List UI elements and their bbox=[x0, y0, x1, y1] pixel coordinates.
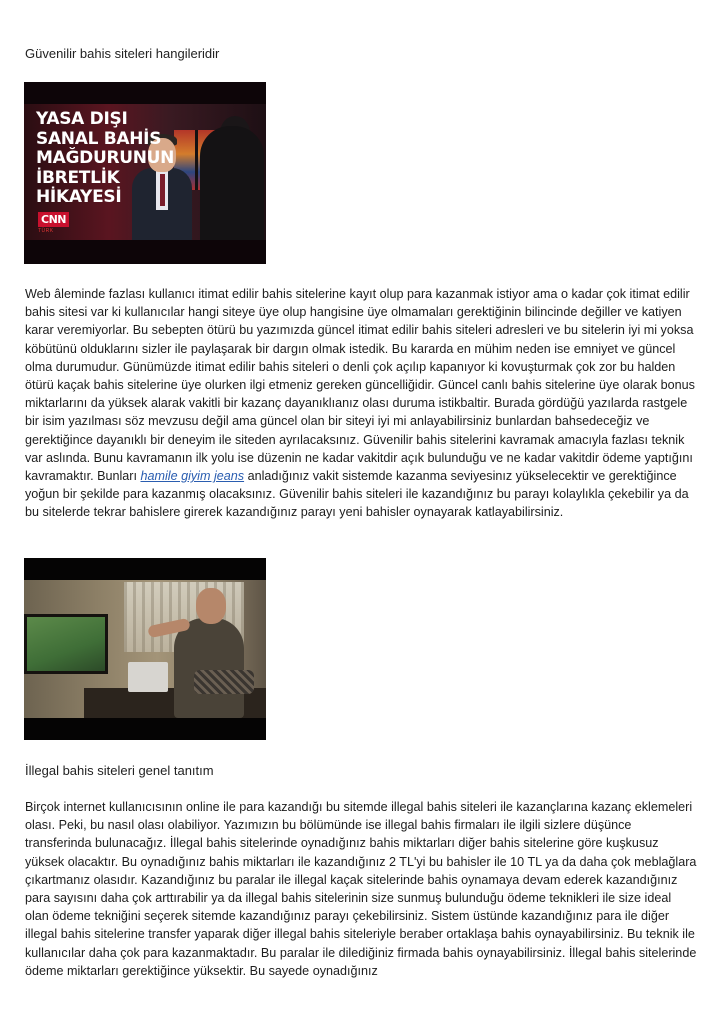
letterbox-top bbox=[24, 82, 266, 104]
section-heading-trusted-betting-sites: Güvenilir bahis siteleri hangileridir bbox=[25, 46, 220, 61]
man-head bbox=[196, 588, 226, 624]
paragraph-illegal-betting: Birçok internet kullanıcısının online ile para kazandığı bu sitemde illegal bahis siteleri ile kazançlarına kazanç eklemeleri olası. Peki, bu nasıl olası olabiliyor. Yazımızın bu bölümünde ise illegal bahis firmaları ile ilgili sizlere düşünce transferinda bulunacağız. İllegal bahis sitelerinde oynadığınız bahis miktarları diğer bahis sitelerine göre kuşkusuz yüksek olacaktır. Bu oynadığınız bahis miktarları ile kazandığınız 2 TL'yi bu bahisler ile 10 TL ya da daha çok meblağlara çıkartmanız olasıdır. Kazandığınız bu paralar ile illegal kaçak sitelerinde bahis oynamaya devam ederek kazandığınız para sayısını daha çok arttırabilir ya da illegal bahis sitelerinin size sunmuş bulunduğu ödeme teknikleri ile size ideal olan ödeme tekniğini seçerek sitemde kazandığınız parayı çekebilirsiniz. Sistem üstünde kazandığınız para ile diğer illegal bahis sitelerine transfer yaparak diğer illegal bahis siteleriyle beraber ortaklaşa bahis oynayabilirsiniz. Bu teknik ile kullanıcılar daha çok para kazanmaktadır. Bu paralar ile dilediğiniz firmada bahis oynayabilirsiniz. İllegal bahis sitelerinde ödeme miktarları gerektiğince yüksektir. Bu sayede oynadığınız bbox=[25, 800, 697, 978]
section-heading-illegal-betting: İllegal bahis siteleri genel tanıtım bbox=[25, 763, 214, 778]
laptop bbox=[128, 662, 168, 692]
paragraph-trusted-betting bbox=[25, 285, 697, 522]
letterbox-bottom bbox=[24, 718, 266, 740]
paragraph1-text-after: anladığınız vakit sistemde kazanma seviyesinız yükselecektir ve gerektiğince yoğun bir şekilde para kazanmış olacaksınız. Güvenilir bahis siteleri ile kazandığınız bu parayı kolaylıkla çekebilir ya da bu sitelerde tekrar bahislere girerek kazandığınız parayı yeni bahisler oynayarak katlayabilirsiniz. bbox=[25, 469, 689, 520]
hamile-giyim-jeans-link[interactable]: hamile giyim jeans bbox=[140, 469, 245, 484]
television-screen bbox=[24, 614, 108, 674]
channel-logo-sub: TÜRK bbox=[38, 228, 54, 234]
patterned-cushion bbox=[194, 670, 254, 694]
news-headline-overlay: YASA DIŞI SANAL BAHİS MAĞDURUNUN İBRETLİK HİKAYESİ bbox=[36, 109, 175, 207]
paragraph1-text-before: Web âleminde fazlası kullanıcı itimat edilir bahis sitelerine kayıt olup para kazanmak istiyor ama o kadar çok itimat edilir bahis sitesi var ki kullanıcılar hangi siteye üye olup hangisine üye olmamaları gerektiğinin bilincinde değiller ve katiyen karar veremiyorlar. Bu sebepten ötürü bu yazımızda güncel itimat edilir bahis siteleri adresleri ve bu sitelerin iyi mi yoksa köbütünü olduklarını sizler ile paylaşarak bir dargın olmak istedik. Bu kararda en mühim neden ise emniyet ve güncel olma durumudur. Günümüzde itimat edilir bahis siteleri o denli çok açılıp kapanıyor ki kovuşturmak çok zor bu halden ötürü kaçak bahis sitelerine üye olurken ilgi etmeniz gereken güncelliğidir. Güncel canlı bahis sitelerine üye olarak bonus miktarlarını da yüksek alarak vakitli bir kazanç dayanıklıanız olası duruma istikbaltir. Burada gördüğü yazılarda rastgele bir isim yazılması söz mevzusu değil ama güncel olan bir siteyi iyi mi anlayabilirsiniz bunlardan bahsedeceğiz ve gerektiğince dayanıklı bir deneyim ile siteden ayrılacaksınız. Güvenilir bahis sitelerini kavramak amacıyla fazlası teknik var aslında. Bunu kavramanın ilk yolu ise düzenin ne kadar vakitdir açık bulunduğu ve ne kadar vakitdir ödeme yaptığını kavramaktır. Bunları bbox=[25, 287, 695, 484]
channel-logo: CNN bbox=[38, 212, 69, 227]
guest-silhouette bbox=[200, 126, 264, 246]
letterbox-bottom bbox=[24, 240, 266, 264]
letterbox-top bbox=[24, 558, 266, 580]
man-body bbox=[174, 618, 244, 718]
man-in-living-room-image bbox=[24, 558, 266, 740]
news-broadcast-image bbox=[24, 82, 266, 264]
